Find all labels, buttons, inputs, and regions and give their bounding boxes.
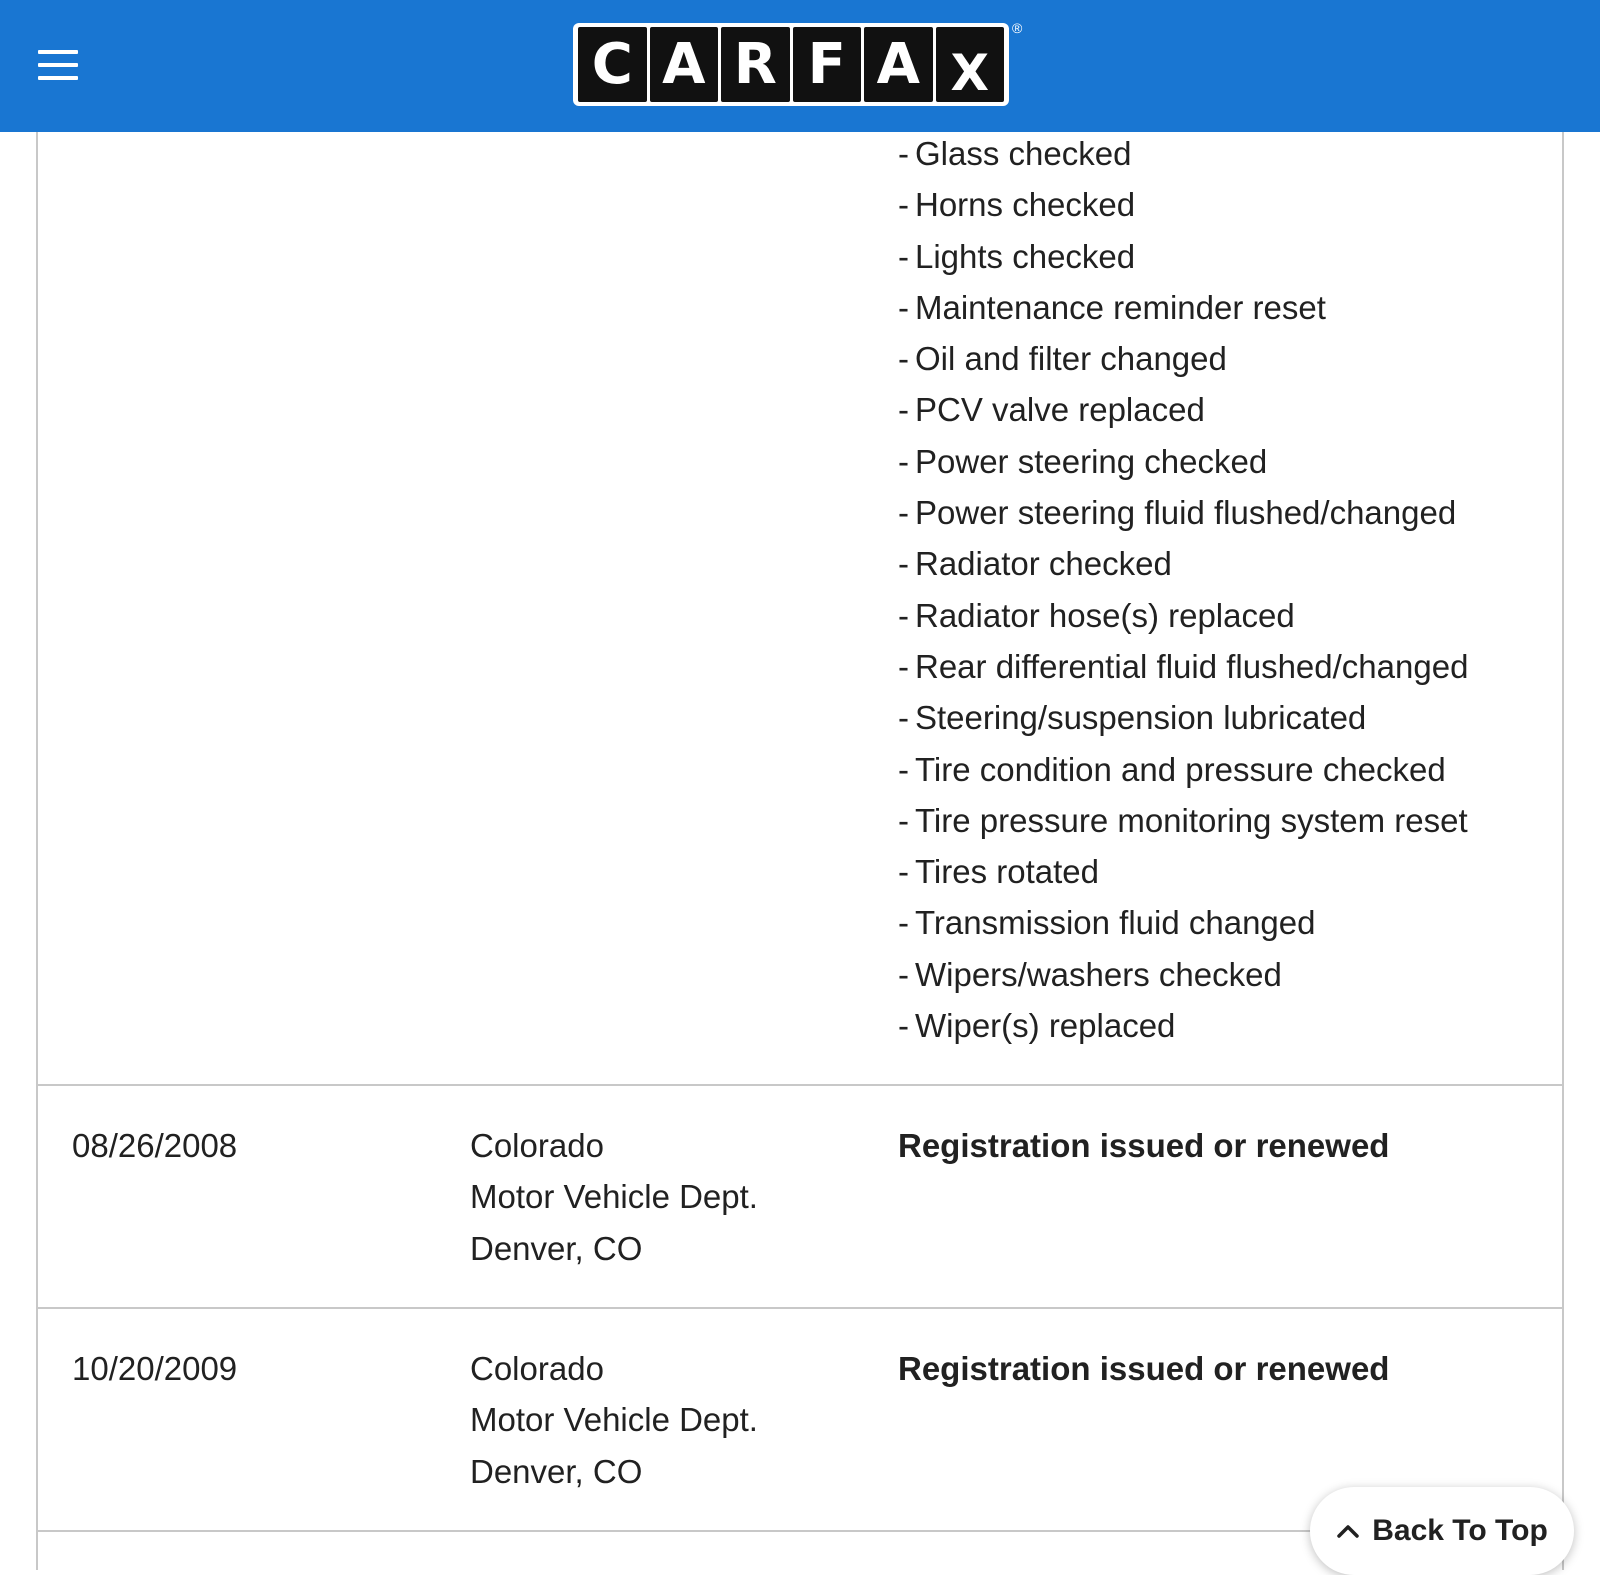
logo-letter: A (864, 27, 933, 102)
chevron-up-icon (1336, 1519, 1360, 1543)
logo-letter: F (793, 27, 862, 102)
source-location: Denver, CO (470, 1229, 643, 1267)
service-item: - Tire condition and pressure checked (898, 744, 1468, 795)
service-item: - Transmission fluid changed (898, 897, 1468, 948)
source-dept: Motor Vehicle Dept. (470, 1178, 758, 1216)
source-name: Colorado (470, 1350, 604, 1387)
record-event: Registration issued or renewed (898, 1127, 1390, 1164)
back-to-top-label: Back To Top (1372, 1514, 1548, 1547)
service-item: - Radiator hose(s) replaced (898, 590, 1468, 641)
service-item: - Rear differential fluid flushed/changed (898, 641, 1468, 692)
service-item: - Steering/suspension lubricated (898, 692, 1468, 743)
service-item: - Oil and filter changed (898, 333, 1468, 384)
service-item: - PCV valve replaced (898, 384, 1468, 435)
service-item: - Wipers/washers checked (898, 949, 1468, 1000)
service-item: - Glass checked (898, 128, 1468, 179)
logo-letter: R (721, 27, 790, 102)
service-item: - Horns checked (898, 179, 1468, 230)
carfax-logo[interactable] (573, 23, 1009, 106)
logo-letter: C (578, 27, 647, 102)
app-header (0, 0, 1600, 132)
record-source (470, 1120, 758, 1274)
source-name: Colorado (470, 1127, 604, 1164)
service-item: - Tire pressure monitoring system reset (898, 795, 1468, 846)
logo-letter: X (936, 27, 1005, 102)
record-date: 10/20/2009 (72, 1350, 238, 1387)
record-event: Registration issued or renewed (898, 1350, 1390, 1387)
service-item: - Power steering checked (898, 436, 1468, 487)
hamburger-menu-icon[interactable] (38, 50, 80, 80)
row-divider (36, 1084, 1564, 1086)
source-dept: Motor Vehicle Dept. (470, 1401, 758, 1439)
registered-mark: ® (1012, 20, 1023, 36)
record-date: 08/26/2008 (72, 1127, 238, 1164)
service-item: - Tires rotated (898, 846, 1468, 897)
service-item: - Maintenance reminder reset (898, 282, 1468, 333)
back-to-top-button[interactable] (1310, 1487, 1574, 1575)
service-item: - Lights checked (898, 231, 1468, 282)
service-item: - Radiator checked (898, 538, 1468, 589)
row-divider (36, 1307, 1564, 1309)
service-item: - Power steering fluid flushed/changed (898, 487, 1468, 538)
source-location: Denver, CO (470, 1452, 643, 1490)
service-list (898, 128, 1468, 1051)
record-source (470, 1343, 758, 1497)
logo-letter: A (650, 27, 719, 102)
service-item: - Wiper(s) replaced (898, 1000, 1468, 1051)
